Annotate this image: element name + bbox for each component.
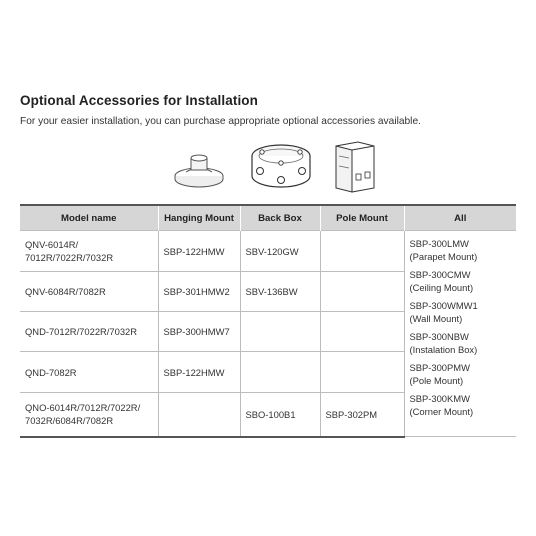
table-header-row [20, 205, 516, 231]
pole-mount-cell: SBP-302PM [320, 393, 404, 437]
hanging-mount-cell [158, 393, 240, 437]
model-cell: QNV-6014R/ 7012R/7022R/7032R [20, 231, 158, 272]
pole-mount-cell [320, 231, 404, 272]
hanging-mount-cell: SBP-300HMW7 [158, 312, 240, 352]
header-model-name: Model name [20, 205, 158, 231]
back-box-icon [252, 145, 310, 187]
all-item: SBP-300PMW (Pole Mount) [409, 362, 470, 386]
accessory-illustrations [0, 136, 536, 198]
model-cell: QNV-6084R/7082R [20, 272, 158, 312]
hanging-mount-cell: SBP-301HMW2 [158, 272, 240, 312]
back-box-cell: SBV-136BW [240, 272, 320, 312]
pole-mount-cell [320, 312, 404, 352]
accessories-table [20, 204, 516, 438]
pole-mount-cell [320, 352, 404, 393]
pole-mount-cell [320, 272, 404, 312]
all-item: SBP-300NBW (Instalation Box) [409, 331, 478, 355]
hanging-mount-cell: SBP-122HMW [158, 231, 240, 272]
table-row [20, 231, 516, 272]
header-back-box: Back Box [240, 205, 320, 231]
back-box-cell: SBV-120GW [240, 231, 320, 272]
page-subtitle: For your easier installation, you can purchase appropriate optional accessories available. [20, 116, 421, 127]
header-pole-mount: Pole Mount [320, 205, 404, 231]
page-title: Optional Accessories for Installation [20, 93, 259, 108]
hanging-mount-cell: SBP-122HMW [158, 352, 240, 393]
header-hanging-mount: Hanging Mount [158, 205, 240, 231]
model-cell: QNO-6014R/7012R/7022R/ 7032R/6084R/7082R [20, 393, 158, 437]
model-cell: QND-7012R/7022R/7032R [20, 312, 158, 352]
all-item: SBP-300LMW (Parapet Mount) [409, 238, 478, 262]
back-box-cell [240, 312, 320, 352]
all-item: SBP-300WMW1 (Wall Mount) [409, 300, 478, 324]
back-box-cell: SBO-100B1 [240, 393, 320, 437]
model-cell: QND-7082R [20, 352, 158, 393]
all-item: SBP-300KMW (Corner Mount) [409, 393, 474, 417]
all-accessories-cell [404, 231, 516, 437]
hanging-mount-icon [175, 155, 223, 187]
all-item: SBP-300CMW (Ceiling Mount) [409, 269, 474, 293]
pole-mount-icon [336, 142, 374, 192]
back-box-cell [240, 352, 320, 393]
header-all: All [404, 205, 516, 231]
